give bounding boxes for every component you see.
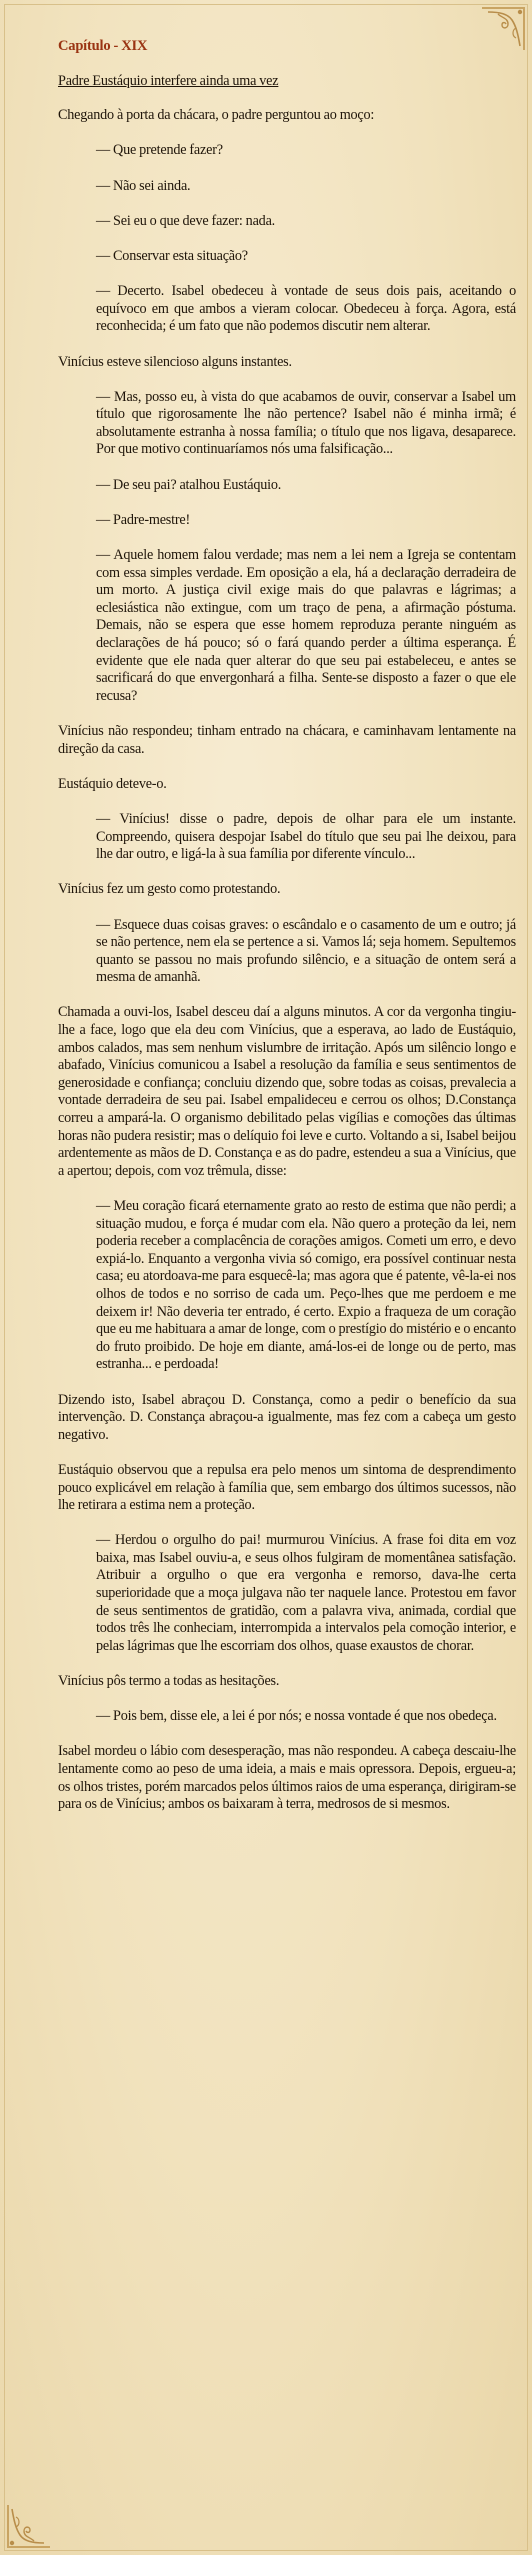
- dialogue-paragraph: — Aquele homem falou verdade; mas nem a lei nem a Igreja se contentam com essa simples verdade. Em oposição a ela, há a declaração derradeira de um morto. A justiça civil exige mais do que palavras e lágrimas; a eclesiástica não extingue, com um traço de pena, a afirmação póstuma. Demais, não se espera que esse homem reproduza perante ninguém as declarações de há pouco; só o fará quando perder a última esperança. É evidente que ele nada quer alterar do que seu pai estabeleceu, e antes se sacrificará do que envergonhará a filha. Sente-se disposto a fazer o que ele recusa?: [96, 547, 516, 704]
- dialogue-paragraph: — Decerto. Isabel obedeceu à vontade de seus dois pais, aceitando o equívoco em que ambos a vieram colocar. Obedeceu à força. Agora, está reconhecida; é um fato que não podemos discutir nem alterar.: [96, 283, 516, 335]
- narration-paragraph: Vinícius pôs termo a todas as hesitações.: [58, 1673, 280, 1690]
- narration-paragraph: Chegando à porta da chácara, o padre perguntou ao moço:: [58, 107, 375, 124]
- narration-paragraph: Eustáquio observou que a repulsa era pelo menos um sintoma de desprendimento pouco explicável em relação à família que, sem embargo dos últimos sucessos, não lhe retirara a estima nem a proteção.: [58, 1461, 516, 1514]
- dialogue-paragraph: — Esquece duas coisas graves: o escândalo e o casamento de um e outro; já se não pertence, nem ela se pertence a si. Vamos lá; seja homem. Sepultemos quanto se passou no mais profundo silêncio, e a situação de ontem será a mesma de amanhã.: [96, 916, 516, 986]
- dialogue-paragraph: — Sei eu o que deve fazer: nada.: [96, 212, 276, 229]
- dialogue-paragraph: — Herdou o orgulho do pai! murmurou Vinícius. A frase foi dita em voz baixa, mas Isabel ouviu-a, e seus olhos fulgiram de momentânea satisfação. Atribuir a orgulho o que era vergonha e remorso, dava-lhe certa superioridade que a moça julgava não ter naquele lance. Protestou em favor de seus sentimentos de gratidão, com a palavra viva, animada, cordial que todos três lhe conheciam, interrompida a intervalos pela comoção interior, e pelas lágrimas que lhe escorriam dos olhos, quase exaustos de chorar.: [96, 1532, 516, 1654]
- narration-paragraph: Vinícius não respondeu; tinham entrado na chácara, e caminhavam lentamente na direção da casa.: [58, 722, 516, 757]
- narration-paragraph: Isabel mordeu o lábio com desesperação, mas não respondeu. A cabeça descaiu-lhe lentamente como ao peso de uma ideia, a mais e mais opressora. Depois, ergueu-a; os olhos tristes, porém marcados pelos últimos raios de uma esperança, dirigiram-se para os de Vinícius; ambos os baixaram à terra, medrosos de si mesmos.: [58, 1743, 516, 1813]
- dialogue-paragraph: — Pois bem, disse ele, a lei é por nós; e nossa vontade é que nos obedeça.: [96, 1708, 497, 1725]
- dialogue-paragraph: — Vinícius! disse o padre, depois de olhar para ele um instante. Compreendo, quisera despojar Isabel do título que seu pai lhe deixou, para lhe dar outro, e ligá-la à sua família por diferente vínculo...: [96, 810, 516, 863]
- narration-paragraph: Dizendo isto, Isabel abraçou D. Constança, como a pedir o benefício da sua intervenção. D. Constança abraçou-a igualmente, mas fez com a cabeça um gesto negativo.: [58, 1391, 516, 1443]
- chapter-subtitle: Padre Eustáquio interfere ainda uma vez: [58, 72, 279, 89]
- chapter-text: [58, 38, 516, 1814]
- narration-paragraph: Chamada a ouvi-los, Isabel desceu daí a alguns minutos. A cor da vergonha tingiu-lhe a face, logo que ela deu com Vinícius, que a esperava, ao lado de Eustáquio, ambos calados, mas sem nenhum vislumbre de irritação. Após um silêncio longo e abafado, Vinícius comunicou a Isabel a resolução da família e seus sentimentos de generosidade e confiança; concluiu dizendo que, sobre todas as coisas, prevalecia a vontade derradeira de seu pai. Isabel empalideceu e cerrou os olhos; D.Constança correu a ampará-la. O organismo debilitado pelas vigílias e comoções das últimas horas não pudera resistir; mas o delíquio foi leve e curto. Voltando a si, Isabel beijou ardentemente as mãos de D. Constança e as do padre, estendeu a sua a Vinícius, que a apertou; depois, com voz trêmula, disse:: [58, 1004, 516, 1179]
- dialogue-paragraph: — Não sei ainda.: [96, 177, 191, 194]
- dialogue-paragraph: — Meu coração ficará eternamente grato ao resto de estima que não perdi; a situação mudou, e força é mudar com ela. Não quero a proteção da lei, nem poderia receber a complacência de corações amigos. Cometi um erro, e devo expiá-lo. Enquanto a vergonha vivia só comigo, era possível continuar nesta casa; eu atordoava-me para esquecê-la; mas agora que é patente, vê-la-ei nos olhos de todos e no sorriso de cada um. Peço-lhes que me perdoem e me deixem ir! Não deveria ter entrado, é certo. Expio a fraqueza de um coração que eu me habituara a amar de longe, com o prestígio do mistério e o encanto do fruto proibido. De hoje em diante, amá-los-ei de longe ou de perto, mas estranha... e perdoada!: [96, 1198, 516, 1373]
- dialogue-paragraph: — Que pretende fazer?: [96, 142, 223, 159]
- paragraph-list: [58, 107, 516, 1814]
- dialogue-paragraph: — Mas, posso eu, à vista do que acabamos de ouvir, conservar a Isabel um título que rigorosamente lhe não pertence? Isabel não é minha irmã; é absolutamente estranha à nossa família; o título que nos ligava, desaparece. Por que motivo continuaríamos nós uma falsificação...: [96, 388, 516, 458]
- chapter-title: Capítulo - XIX: [58, 38, 148, 54]
- narration-paragraph: Eustáquio deteve-o.: [58, 775, 167, 792]
- dialogue-paragraph: — Conservar esta situação?: [96, 247, 248, 264]
- corner-ornament-icon: [4, 2501, 54, 2551]
- narration-paragraph: Vinícius fez um gesto como protestando.: [58, 881, 281, 898]
- dialogue-paragraph: — Padre-mestre!: [96, 511, 191, 528]
- dialogue-paragraph: — De seu pai? atalhou Eustáquio.: [96, 476, 282, 493]
- narration-paragraph: Vinícius esteve silencioso alguns instantes.: [58, 353, 292, 370]
